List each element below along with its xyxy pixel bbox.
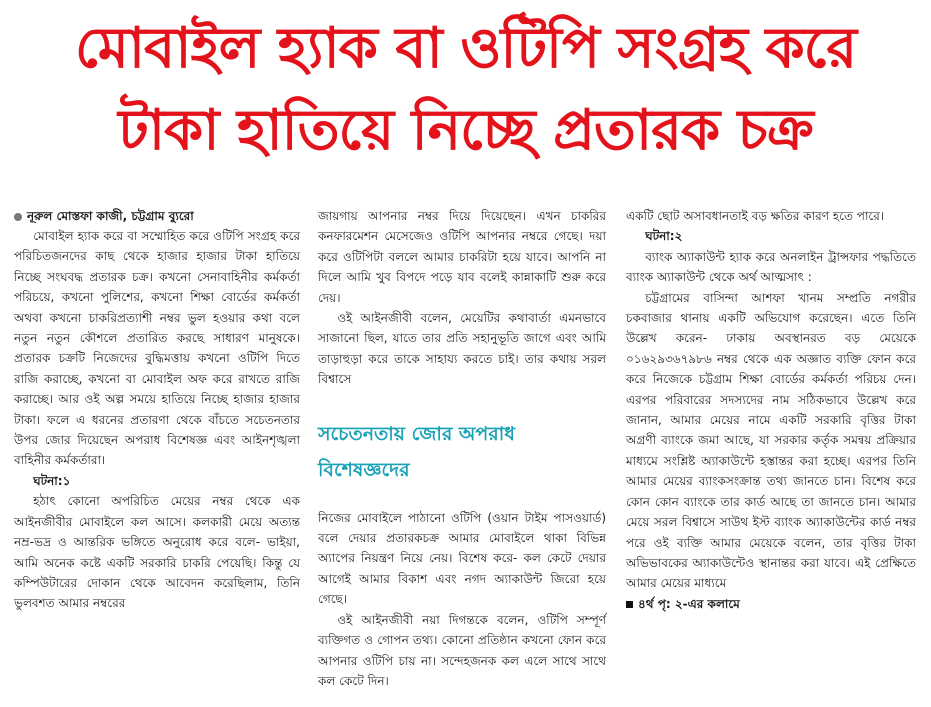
paragraph: জায়গায় আপনার নম্বর দিয়ে দিয়েছেন। এখন চাকরির কনফারমেশন মেসেজেও ওটিপি আপনার নম্বরে গেছে। দয়া করে ওটিপিটা বললে আমার চাকরিটা হয়ে যাবে। আপনি না দিলে আমি খুব বিপদে পড়ে যাব বলেই কান্নাকাটি শুরু করে দেয়।	[318, 209, 606, 305]
square-bullet-icon	[626, 601, 633, 608]
incident-heading: ঘটনা:২	[645, 229, 683, 244]
bullet-icon	[14, 213, 22, 221]
paragraph: ব্যাংক অ্যাকাউন্ট হ্যাক করে অনলাইন ট্রান্সফার পদ্ধতিতে ব্যাংক অ্যাকাউন্ট থেকে অর্থ আত্মসাৎ :	[626, 249, 916, 285]
byline	[14, 206, 300, 226]
continuation-note	[626, 594, 916, 614]
subheading	[318, 416, 606, 488]
paragraph: একটি ছোট অসাবধানতাই বড় ক্ষতির কারণ হতে পারে।	[626, 209, 885, 223]
paragraph: চট্টগ্রামের বাসিন্দা আশফা খানম সম্প্রতি নগরীর চকবাজার থানায় একটি অভিযোগ করেছেন। এতে তিনি উল্লেখ করেন- ঢাকায় অবস্থানরত বড় মেয়েকে ০১৬২৯৩৬৭৯৮৬ নম্বর থেকে এক অজ্ঞাত ব্যক্তি ফোন করে করে নিজেকে চট্টগ্রাম শিক্ষা বোর্ডের কর্মকর্তা পরিচয় দেন। এরপর পরিবারের সদস্যদের নাম সঠিকভাবে উল্লেখ করে জানান, আমার মেয়ের নামে একটি সরকারি বৃত্তির টাকা অগ্রণী ব্যাংকে জমা আছে, যা সরকার কর্তৃক সমন্বয় প্রক্রিয়ার মাধ্যমে সংশ্লিষ্ট অ্যাকাউন্টে হস্তান্তর করা হচ্ছে। এরপর তিনি আমার মেয়ের ব্যাংকসংক্রান্ত তথ্য জানতে চান। বিশেষ করে কোন কোন ব্যাংকে তার কার্ড আছে তা জানতে চান। আমার মেয়ে সরল বিশ্বাসে সাউথ ইস্ট ব্যাংক অ্যাকাউন্টের কার্ড নম্বর পরে ওই ব্যক্তি আমার মেয়েকে বলেন, তার বৃত্তির টাকা অভিভাবকের অ্যাকাউন্টেও স্থানান্তর করা যাবে। এই প্রেক্ষিতে আমার মেয়ের মাধ্যমে	[626, 290, 916, 591]
headline-line-1: মোবাইল হ্যাক বা ওটিপি সংগ্রহ করে	[74, 16, 856, 81]
incident-heading: ঘটনা:১	[33, 473, 71, 488]
headline-line-2: টাকা হাতিয়ে নিচ্ছে প্রতারক চক্র	[118, 98, 813, 163]
continued-on-text: ৪র্থ পৃ: ২-এর কলামে	[638, 596, 740, 611]
article-column-1	[14, 206, 300, 614]
article-column-2	[318, 206, 606, 691]
headline	[0, 8, 931, 172]
subheading-line-1: সচেতনতায় জোর অপরাধ	[318, 422, 515, 445]
byline-text: নূরুল মোস্তফা কাজী, চট্টগ্রাম ব্যুরো	[27, 209, 194, 223]
paragraph: ওই আইনজীবী বলেন, মেয়েটির কথাবার্তা এমনভাবে সাজানো ছিল, যাতে তার প্রতি সহানুভূতি জাগে এবং আমি তাড়াহুড়া করে তাকে সাহায্য করতে চাই। তার কথায় সরল বিশ্বাসে	[318, 311, 606, 387]
article-column-3	[626, 206, 916, 614]
paragraph: নিজের মোবাইলে পাঠানো ওটিপি (ওয়ান টাইম পাসওয়ার্ড) বলে দেয়ার প্রতারকচক্র আমার মোবাইলে থাকা বিভিন্ন অ্যাপের নিয়ন্ত্রণ নিয়ে নেয়। বিশেষ করে- কল কেটে দেয়ার আগেই আমার বিকাশ এবং নগদ অ্যাকাউন্ট জিরো হয়ে গেছে।	[318, 510, 606, 607]
subheading-line-2: বিশেষজ্ঞদের	[318, 458, 410, 481]
paragraph: মোবাইল হ্যাক করে বা সম্মোহিত করে ওটিপি সংগ্রহ করে পরিচিতজনদের কাছ থেকে হাজার হাজার টাকা হাতিয়ে নিচ্ছে সংঘবদ্ধ প্রতারক চক্র। কখনো সেনাবাহিনীর কর্মকর্তা পরিচয়ে, কখনো পুলিশের, কখনো শিক্ষা বোর্ডের কর্মকর্তা অথবা কখনো চাকরিপ্রত্যাশী নম্বর ভুল হওয়ার কথা বলে নতুন নতুন কৌশলে প্রতারিত করছে সাধারণ মানুষকে। প্রতারক চক্রটি নিজেদের বুদ্ধিমত্তায় কখনো ওটিপি দিতে রাজি করাচ্ছে, কখনো বা মোবাইল অফ করে রাখতে রাজি করাচ্ছে। আর ওই অল্প সময়ে হাতিয়ে নিচ্ছে হাজার হাজার টাকা। ফলে এ ধরনের প্রতারণা থেকে বাঁচতে সচেতনতার উপর জোর দিয়েছেন অপরাধ বিশেষজ্ঞ এবং আইনশৃঙ্খলা বাহিনীর কর্মকর্তারা।	[14, 229, 300, 468]
paragraph: ওই আইনজীবী নয়া দিগন্তকে বলেন, ওটিপি সম্পূর্ণ ব্যক্তিগত ও গোপন তথ্য। কোনো প্রতিষ্ঠান কখনো ফোন করে আপনার ওটিপি চায় না। সন্দেহজনক কল এলে সাথে সাথে কল কেটে দিন।	[318, 612, 606, 688]
paragraph: হঠাৎ কোনো অপরিচিত মেয়ের নম্বর থেকে এক আইনজীবীর মোবাইলে কল আসে। কলকারী মেয়ে অত্যন্ত নম্র-ভদ্র ও আন্তরিক ভঙ্গিতে অনুরোধ করে বলে- ভাইয়া, আমি অনেক কষ্টে একটি সরকারি চাকরি পেয়েছি। কিন্তু যে কম্পিউটারের দোকান থেকে আবেদন করেছিলাম, তিনি ভুলবশত আমার নম্বরের	[14, 494, 300, 611]
